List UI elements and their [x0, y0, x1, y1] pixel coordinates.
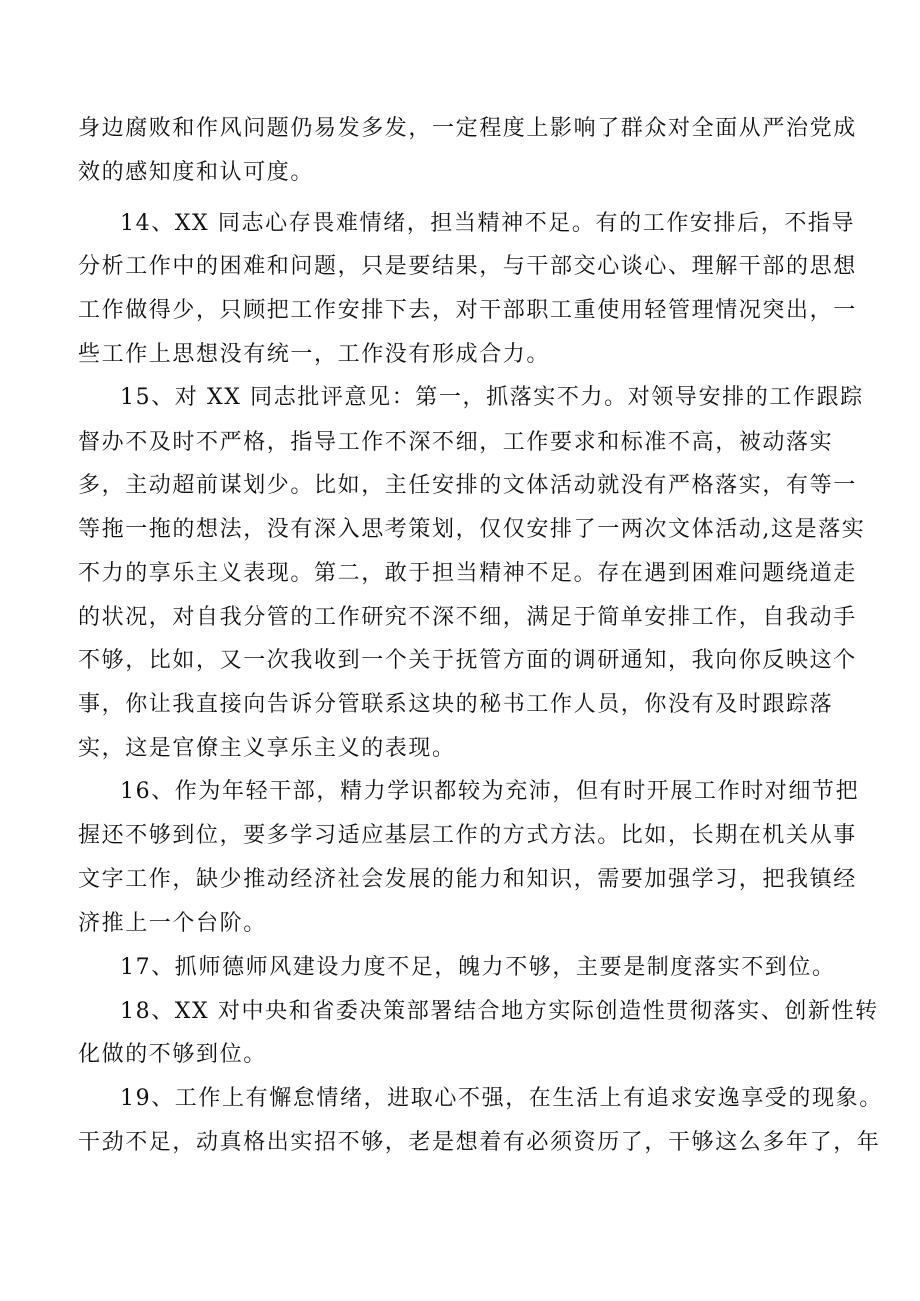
- text-line: 实，这是官僚主义享乐主义的表现。: [78, 736, 456, 761]
- text-line: 不够，比如，又一次我收到一个关于抚管方面的调研通知，我向你反映这个: [78, 648, 857, 673]
- text-line: 的状况，对自我分管的工作研究不深不细，满足于简单安排工作，自我动手: [78, 605, 857, 630]
- text-line: 等拖一拖的想法，没有深入思考策划，仅仅安排了一两次文体活动,这是落实: [78, 517, 866, 542]
- text-line: 文字工作，缺少推动经济社会发展的能力和知识，需要加强学习，把我镇经: [78, 867, 857, 892]
- paragraph-14-line: 14、XX 同志心存畏难情绪，担当精神不足。有的工作安排后，不指导: [120, 211, 856, 236]
- paragraph-18-line: 18、XX 对中央和省委决策部署结合地方实际创造性贯彻落实、创新性转: [120, 999, 879, 1024]
- text-line: 督办不及时不严格，指导工作不深不细，工作要求和标准不高，被动落实: [78, 430, 834, 455]
- text-line: 化做的不够到位。: [78, 1042, 267, 1067]
- paragraph-15-line: 15、对 XX 同志批评意见：第一，抓落实不力。对领导安排的工作跟踪: [120, 385, 864, 410]
- paragraph-16-line: 16、作为年轻干部，精力学识都较为充沛，但有时开展工作时对细节把: [120, 779, 860, 804]
- text-line: 事，你让我直接向告诉分管联系这块的秘书工作人员，你没有及时跟踪落: [78, 692, 834, 717]
- text-line: 工作做得少，只顾把工作安排下去，对干部职工重使用轻管理情况突出，一: [78, 298, 857, 323]
- text-line: 些工作上思想没有统一，工作没有形成合力。: [78, 342, 551, 367]
- text-line: 多，主动超前谋划少。比如，主任安排的文体活动就没有严格落实，有等一: [78, 473, 857, 498]
- text-line: 分析工作中的困难和问题，只是要结果，与干部交心谈心、理解干部的思想: [78, 254, 857, 279]
- paragraph-17-line: 17、抓师德师风建设力度不足，魄力不够，主要是制度落实不到位。: [120, 955, 836, 980]
- text-line: 握还不够到位，要多学习适应基层工作的方式方法。比如，长期在机关从事: [78, 823, 857, 848]
- text-line: 身边腐败和作风问题仍易发多发，一定程度上影响了群众对全面从严治党成: [78, 116, 857, 141]
- text-line: 干劲不足，动真格出实招不够，老是想着有必须资历了，干够这么多年了，年: [78, 1130, 881, 1155]
- paragraph-19-line: 19、工作上有懈怠情绪，进取心不强，在生活上有追求安逸享受的现象。: [120, 1086, 883, 1111]
- text-line: 济推上一个台阶。: [78, 911, 267, 936]
- text-line: 不力的享乐主义表现。第二，敢于担当精神不足。存在遇到困难问题绕道走: [78, 561, 857, 586]
- text-line: 效的感知度和认可度。: [78, 160, 315, 185]
